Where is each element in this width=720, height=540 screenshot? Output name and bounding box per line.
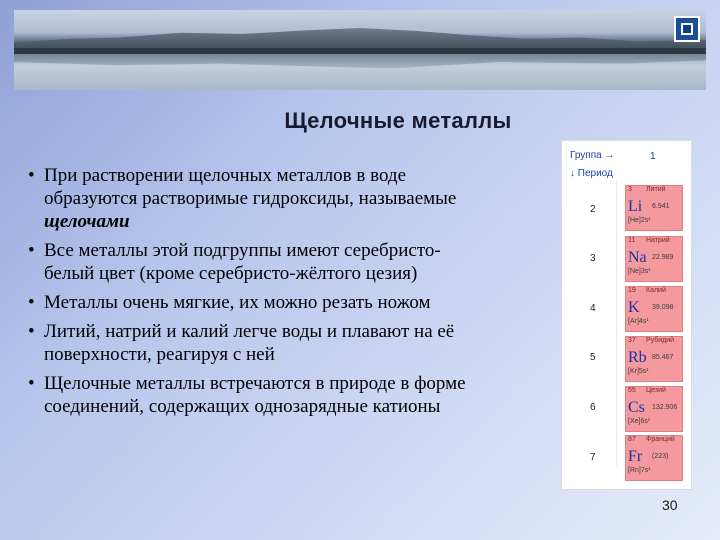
periodic-table-group-1 (561, 140, 692, 490)
bullet-text: Щелочные металлы встречаются в природе в форме соединений, содержащих однозарядные катионы (44, 373, 466, 417)
period-number: 3 (590, 253, 596, 264)
bullet-marker: • (28, 165, 35, 186)
atomic-number: 11 (628, 237, 636, 244)
element-cell-cesium (625, 386, 683, 432)
electron-config: [Rn]7s¹ (628, 467, 651, 474)
atomic-number: 55 (628, 387, 636, 394)
bullet-marker: • (28, 373, 35, 394)
bullet-text: Литий, натрий и калий легче воды и плавают на её поверхности, реагируя с ней (44, 321, 455, 365)
element-name: Рубидий (646, 337, 675, 344)
group-number: 1 (650, 151, 656, 162)
element-symbol: Na (628, 249, 647, 266)
atomic-number: 3 (628, 186, 632, 193)
element-name: Франций (646, 436, 675, 443)
element-name: Калий (646, 287, 666, 294)
header-banner-image (14, 10, 706, 90)
element-cell-lithium (625, 185, 683, 231)
atomic-mass: 39.098 (652, 304, 674, 311)
bullet-list (28, 164, 548, 424)
shoreline (14, 48, 706, 54)
element-symbol: Rb (628, 349, 647, 366)
column-divider (616, 181, 617, 467)
atomic-mass: 85.467 (652, 354, 674, 361)
page-number: 30 (662, 497, 678, 513)
atomic-mass: (223) (652, 453, 669, 460)
element-symbol: Cs (628, 399, 645, 416)
atomic-number: 37 (628, 337, 636, 344)
bullet-item (28, 239, 548, 285)
element-symbol: Li (628, 198, 643, 215)
bullet-text: Все металлы этой подгруппы имеют серебристо- белый цвет (кроме серебристо-жёлтого цезия) (44, 240, 441, 284)
element-cell-francium (625, 435, 683, 481)
atomic-number: 19 (628, 287, 636, 294)
bullet-item (28, 320, 548, 366)
electron-config: [Ne]3s¹ (628, 268, 651, 275)
bullet-text: Металлы очень мягкие, их можно резать ножом (44, 292, 431, 313)
logo-icon (674, 16, 700, 42)
period-number: 5 (590, 352, 596, 363)
bullet-item (28, 372, 548, 418)
element-symbol: Fr (628, 448, 643, 465)
electron-config: [Xe]6s¹ (628, 418, 651, 425)
bullet-text: При растворении щелочных металлов в воде образуются растворимые гидроксиды, называемые (44, 165, 457, 209)
group-label: Группа → (570, 150, 615, 161)
bullet-emphasis: щелочами (44, 211, 130, 232)
bullet-marker: • (28, 240, 35, 261)
electron-config: [Ar]4s¹ (628, 318, 649, 325)
bullet-marker: • (28, 292, 35, 313)
atomic-mass: 6.941 (652, 203, 670, 210)
element-cell-rubidium (625, 336, 683, 382)
element-symbol: K (628, 299, 640, 316)
element-cell-potassium (625, 286, 683, 332)
element-name: Литий (646, 186, 666, 193)
atomic-mass: 132.906 (652, 404, 678, 411)
electron-config: [Kr]5s¹ (628, 368, 649, 375)
period-number: 6 (590, 402, 596, 413)
period-number: 2 (590, 204, 596, 215)
period-label: ↓ Период (570, 168, 613, 179)
element-name: Цезий (646, 387, 666, 394)
atomic-mass: 22.989 (652, 254, 674, 261)
element-cell-sodium (625, 236, 683, 282)
bullet-marker: • (28, 321, 35, 342)
water-reflection (14, 54, 706, 70)
element-name: Натрий (646, 237, 670, 244)
slide-title: Щелочные металлы (284, 108, 512, 133)
bullet-item (28, 291, 548, 314)
electron-config: [He]2s¹ (628, 217, 651, 224)
period-number: 7 (590, 452, 596, 463)
period-number: 4 (590, 303, 596, 314)
bullet-item (28, 164, 548, 233)
atomic-number: 87 (628, 436, 636, 443)
